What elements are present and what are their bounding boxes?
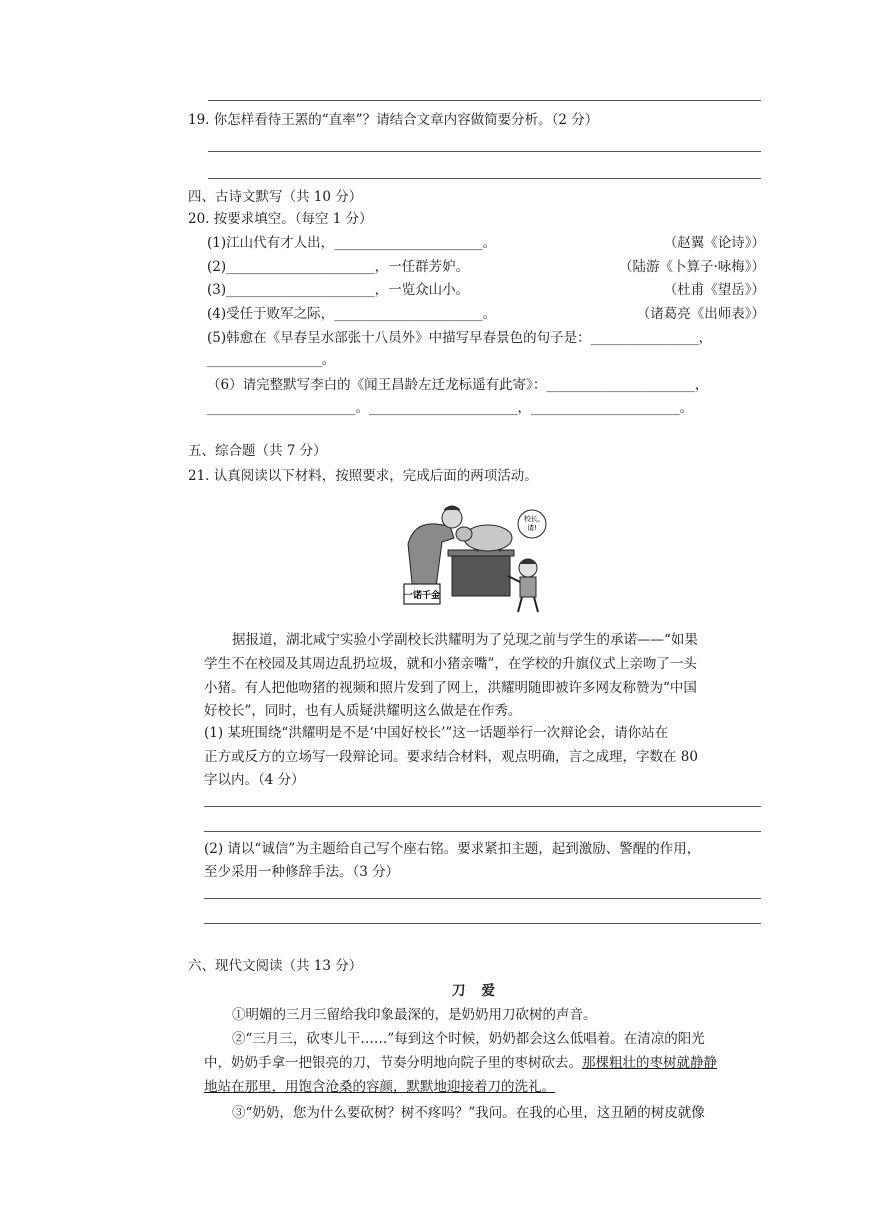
cartoon-illustration — [400, 492, 550, 617]
fill-item-5-line-1: (5)韩愈在《早春呈水部张十八员外》中描写早春景色的句子是：________________， — [207, 330, 713, 346]
child-body — [520, 577, 536, 597]
speech-bubble-text-1: 校长, — [523, 515, 541, 523]
principal-head — [442, 508, 462, 528]
answer-line — [204, 923, 761, 924]
fill-item-1: (1)江山代有才人出，______________________。 — [207, 235, 497, 251]
desk — [452, 554, 510, 596]
answer-line — [204, 806, 761, 807]
answer-line — [204, 831, 761, 832]
task-1-line-2: 正方或反方的立场写一段辩论词。要求结合材料，观点明确，言之成理，字数在 80 — [204, 749, 698, 765]
task-1-line-1: (1) 某班围绕“洪耀明是不是‘中国好校长’”这一话题举行一次辩论会，请你站在 — [204, 725, 669, 741]
answer-line — [208, 178, 761, 179]
fill-item-3-source: （杜甫《望岳》） — [663, 282, 765, 298]
promise-sign-text: 一诺千金 — [403, 591, 441, 601]
article-paragraph-2-line-3: 地站在那里，用饱含沧桑的容颜，默默地迎接着刀的洗礼。 — [204, 1079, 555, 1095]
material-line-4: 好校长”，同时，也有人质疑洪耀明这么做是在作秀。 — [204, 703, 522, 719]
article-paragraph-3: ③“奶奶，您为什么要砍树？树不疼吗？”我问。在我的心里，这丑陋的树皮就像 — [232, 1105, 705, 1121]
fill-item-4: (4)受任于败军之际，______________________。 — [207, 306, 497, 322]
answer-line — [208, 100, 761, 101]
answer-line — [204, 898, 761, 899]
material-line-1: 据报道，湖北咸宁实验小学副校长洪耀明为了兑现之前与学生的承诺——“如果 — [232, 632, 698, 648]
underlined-text: 那棵粗壮的枣树就静静 — [582, 1055, 717, 1071]
fill-item-6-line-2: ______________________。______________________，______________________。 — [207, 400, 693, 416]
question-20: 20. 按要求填空。（每空 1 分） — [188, 211, 373, 227]
fill-item-6-line-1: （6）请完整默写李白的《闻王昌龄左迁龙标遥有此寄》：______________________， — [207, 377, 709, 393]
fill-item-3: (3)______________________，一览众山小。 — [207, 282, 470, 298]
article-paragraph-2-line-2 — [204, 1054, 717, 1072]
section-6-heading: 六、现代文阅读（共 13 分） — [188, 958, 363, 974]
material-line-3: 小猪。有人把他吻猪的视频和照片发到了网上，洪耀明随即被许多网友称赞为“中国 — [204, 680, 697, 696]
task-1-line-3: 字以内。（4 分） — [204, 772, 305, 788]
answer-line — [208, 151, 761, 152]
fill-item-2-source: （陆游《卜算子·咏梅》） — [618, 259, 765, 275]
question-19: 19. 你怎样看待王罴的“直率”？请结合文章内容做简要分析。（2 分） — [188, 112, 599, 128]
question-21: 21. 认真阅读以下材料，按照要求，完成后面的两项活动。 — [188, 468, 538, 484]
article-text: 中，奶奶手拿一把银亮的刀，节奏分明地向院子里的枣树砍去。 — [204, 1055, 582, 1071]
fill-item-1-source: （赵翼《论诗》） — [663, 235, 765, 251]
fill-item-4-source: （诸葛亮《出师表》） — [636, 306, 765, 322]
task-2-line-2: 至少采用一种修辞手法。（3 分） — [204, 864, 400, 880]
section-5-heading: 五、综合题（共 7 分） — [188, 443, 327, 459]
speech-bubble-text-2: 请! — [527, 524, 537, 532]
article-title: 刀爱 — [452, 983, 511, 999]
article-paragraph-1: ①明媚的三月三留给我印象最深的，是奶奶用刀砍树的声音。 — [232, 1007, 597, 1023]
fill-item-5-line-2: _________________。 — [207, 352, 336, 368]
task-2-line-1: (2) 请以“诚信”为主题给自己写个座右铭。要求紧扣主题，起到激励、警醒的作用， — [204, 841, 701, 857]
section-4-heading: 四、古诗文默写（共 10 分） — [188, 189, 363, 205]
material-line-2: 学生不在校园及其周边乱扔垃圾，就和小猪亲嘴”，在学校的升旗仪式上亲吻了一头 — [204, 656, 697, 672]
article-paragraph-2-line-1: ②“三月三，砍枣儿干……”每到这个时候，奶奶都会这么低唱着。在清凉的阳光 — [232, 1031, 705, 1047]
fill-item-2: (2)______________________，一任群芳妒。 — [207, 259, 470, 275]
